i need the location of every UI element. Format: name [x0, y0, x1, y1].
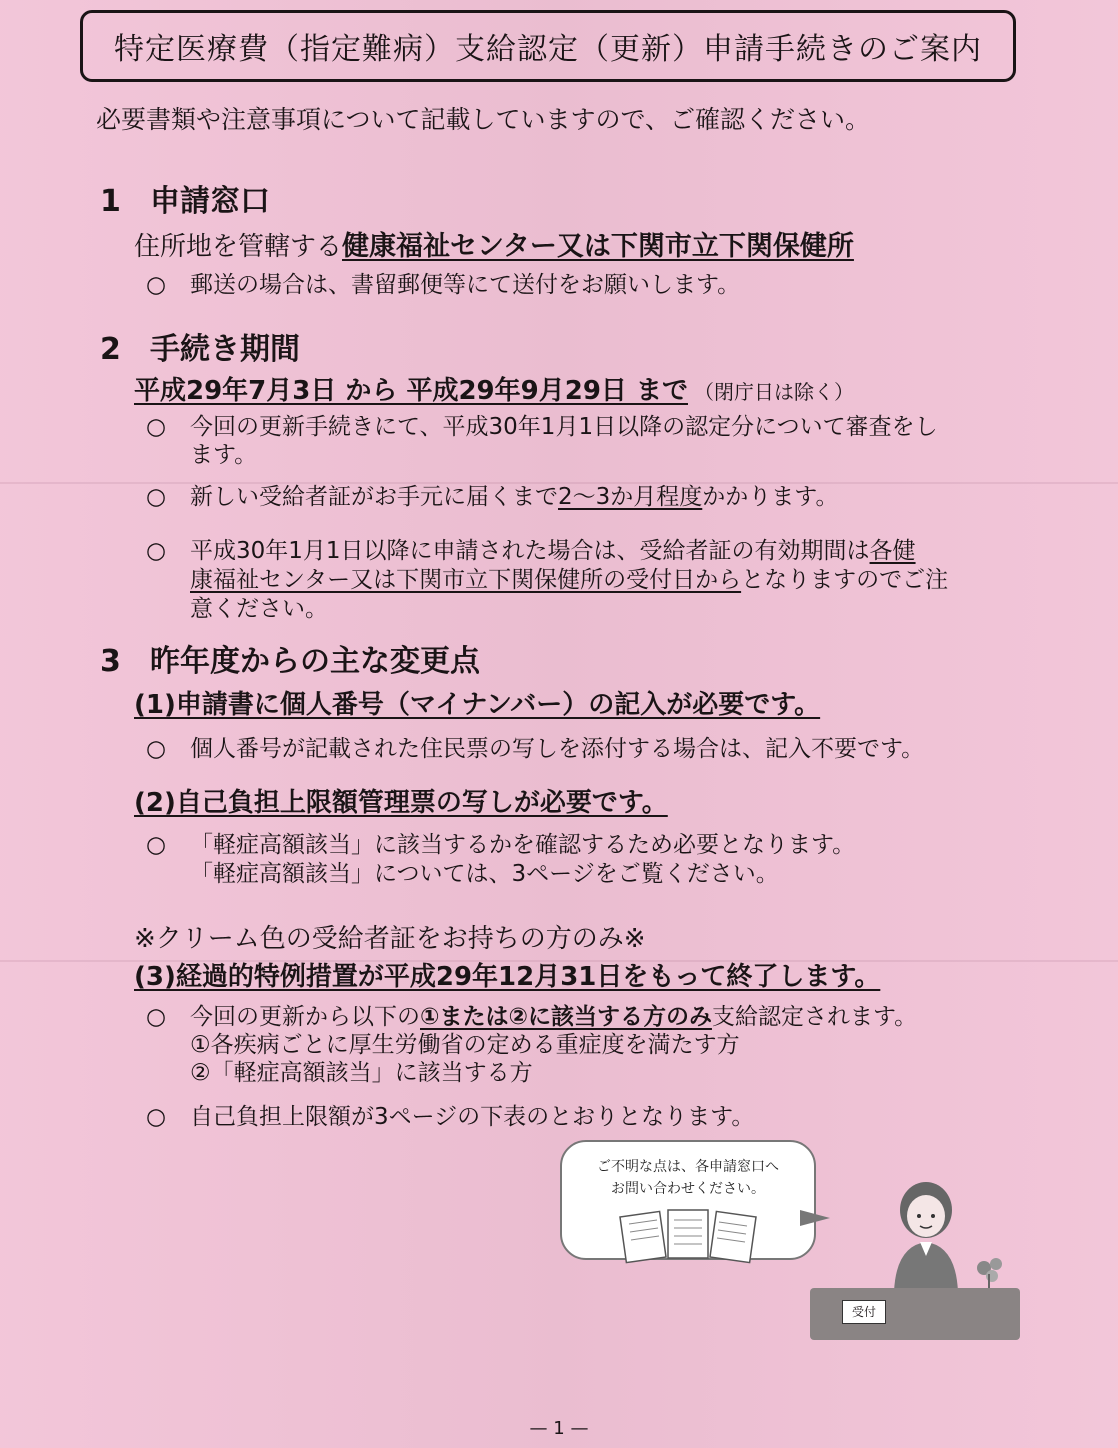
intro-text: 必要書類や注意事項について記載していますので、ご確認ください。: [96, 105, 871, 134]
change-1-bullet: ○ 個人番号が記載された住民票の写しを添付する場合は、記入不要です。: [146, 736, 925, 762]
office-emphasis: 健康福祉センター又は下関市立下関保健所: [342, 231, 854, 262]
page-title: 特定医療費（指定難病）支給認定（更新）申請手続きのご案内: [114, 32, 982, 67]
documents-icon: [613, 1204, 763, 1264]
section-2-bullet-3-cont: 康福祉センター又は下関市立下関保健所の受付日からとなりますのでご注: [190, 567, 949, 593]
bullet-circle-icon: ○: [146, 1104, 167, 1130]
section-2-bullet-3-cont2: 意ください。: [190, 596, 328, 622]
bullet-circle-icon: ○: [146, 538, 167, 564]
speech-bubble: ご不明な点は、各申請窓口へ お問い合わせください。: [560, 1140, 816, 1260]
section-3-heading: 3 昨年度からの主な変更点: [100, 644, 480, 679]
period-line: 平成29年7月3日 から 平成29年9月29日 まで （閉庁日は除く）: [134, 376, 854, 406]
condition-2: ②「軽症高額該当」に該当する方: [190, 1060, 533, 1086]
speech-bubble-tail: [800, 1210, 830, 1226]
change-2-bullet-cont: 「軽症高額該当」については、3ページをご覧ください。: [190, 861, 779, 887]
section-2-heading: 2 手続き期間: [100, 332, 300, 367]
bullet-circle-icon: ○: [146, 414, 167, 440]
bullet-circle-icon: ○: [146, 1004, 167, 1030]
change-3-bullet-2: ○ 自己負担上限額が3ページの下表のとおりとなります。: [146, 1104, 755, 1130]
page-number: — 1 —: [529, 1418, 589, 1439]
change-1-heading: (1)申請書に個人番号（マイナンバー）の記入が必要です。: [134, 690, 821, 720]
section-2-bullet-1: ○ 今回の更新手続きにて、平成30年1月1日以降の認定分について審査をし: [146, 414, 938, 440]
change-2-bullet: ○ 「軽症高額該当」に該当するかを確認するため必要となります。: [146, 832, 856, 858]
section-1-heading: 1 申請窓口: [100, 184, 270, 219]
change-2-heading: (2)自己負担上限額管理票の写しが必要です。: [134, 788, 668, 818]
bullet-circle-icon: ○: [146, 736, 167, 762]
bullet-circle-icon: ○: [146, 484, 167, 510]
section-2-bullet-1-cont: ます。: [190, 442, 258, 468]
change-3-heading: (3)経過的特例措置が平成29年12月31日をもって終了します。: [134, 962, 881, 992]
reception-sign: 受付: [842, 1300, 886, 1324]
section-1-line: 住所地を管轄する健康福祉センター又は下関市立下関保健所: [134, 231, 854, 262]
bullet-circle-icon: ○: [146, 272, 167, 298]
period-emphasis: 平成29年7月3日 から 平成29年9月29日 まで: [134, 376, 688, 406]
section-2-bullet-2: ○ 新しい受給者証がお手元に届くまで2〜3か月程度かかります。: [146, 484, 839, 510]
section-1-bullet: ○ 郵送の場合は、書留郵便等にて送付をお願いします。: [146, 272, 741, 298]
section-2-bullet-3: ○ 平成30年1月1日以降に申請された場合は、受給者証の有効期間は各健: [146, 538, 916, 564]
receptionist-icon: [880, 1176, 970, 1292]
change-3-bullet-1: ○ 今回の更新から以下の①または②に該当する方のみ支給認定されます。: [146, 1004, 918, 1030]
title-box: [80, 10, 1016, 82]
bullet-circle-icon: ○: [146, 832, 167, 858]
condition-1: ①各疾病ごとに厚生労働省の定める重症度を満たす方: [190, 1032, 740, 1058]
cream-card-note: ※クリーム色の受給者証をお持ちの方のみ※: [134, 924, 646, 954]
